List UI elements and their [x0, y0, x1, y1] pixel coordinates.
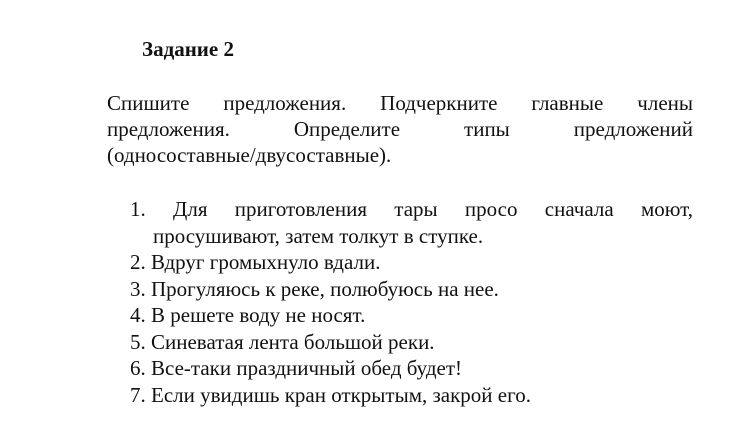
- list-item-line-1: 1. Для приготовления тары просо сначала моют,: [130, 197, 693, 221]
- list-item: 5. Синеватая лента большой реки.: [130, 329, 435, 354]
- list-item: 3. Прогуляюсь к реке, полюбуюсь на нее.: [130, 276, 499, 301]
- sentence-list: [130, 196, 693, 408]
- list-item: 2. Вдруг громыхнуло вдали.: [130, 250, 381, 274]
- list-item: 6. Все-таки праздничный обед будет!: [130, 356, 463, 380]
- list-item-line-2: просушивают, затем толкут в ступке.: [153, 223, 484, 248]
- list-item: 7. Если увидишь кран открытым, закрой его.: [130, 382, 531, 407]
- list-item: 4. В решете воду не носят.: [130, 303, 366, 327]
- instructions-line-3: (односоставные/двусоставные).: [107, 143, 392, 167]
- task-instructions: [107, 90, 693, 168]
- instructions-line-2: предложения. Определите типы предложений: [107, 117, 693, 141]
- list-item: [130, 196, 693, 249]
- instructions-line-1: Спишите предложения. Подчеркните главные члены: [107, 91, 693, 115]
- task-title: Задание 2: [142, 37, 234, 61]
